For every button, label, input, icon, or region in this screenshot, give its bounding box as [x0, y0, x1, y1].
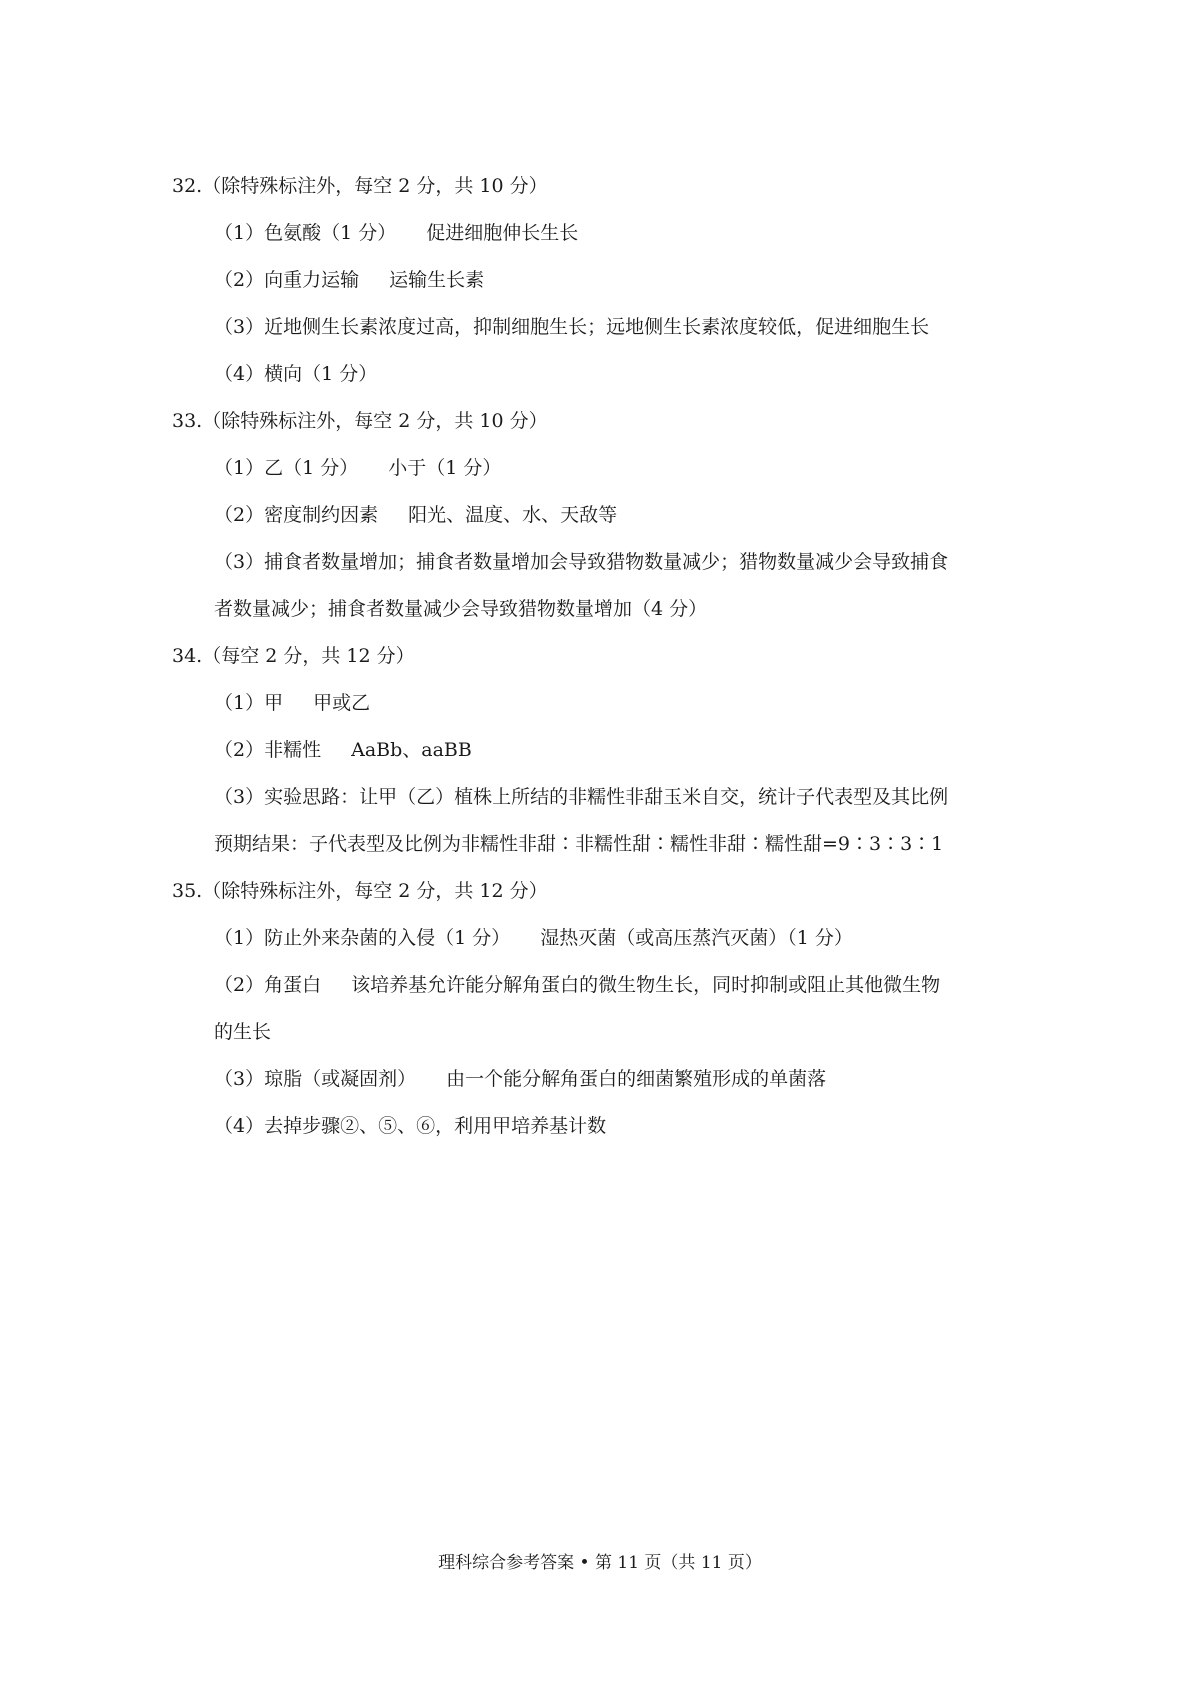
q35-header: 35.（除特殊标注外，每空 2 分，共 12 分）	[172, 880, 548, 902]
q32-answer-3: （3）近地侧生长素浓度过高，抑制细胞生长；远地侧生长素浓度较低，促进细胞生长	[214, 316, 930, 338]
q35-answer-1-part1: （1）防止外来杂菌的入侵（1 分）	[214, 927, 511, 949]
q32-answer-4: （4）横向（1 分）	[214, 363, 378, 385]
q35-answer-3-part2: 由一个能分解角蛋白的细菌繁殖形成的单菌落	[446, 1068, 827, 1090]
q35-answer-3	[214, 1067, 826, 1091]
q32-answer-2-part1: （2）向重力运输	[214, 269, 360, 291]
q35-answer-3-part1: （3）琼脂（或凝固剂）	[214, 1068, 417, 1090]
q35-answer-4: （4）去掉步骤②、⑤、⑥，利用甲培养基计数	[214, 1115, 607, 1137]
q34-header: 34.（每空 2 分，共 12 分）	[172, 645, 415, 667]
q35-answer-1-part2: 湿热灭菌（或高压蒸汽灭菌）（1 分）	[540, 927, 853, 949]
q32-answer-1-part2: 促进细胞伸长生长	[426, 222, 579, 244]
q34-answer-3-line1: （3）实验思路：让甲（乙）植株上所结的非糯性非甜玉米自交，统计子代表型及其比例	[214, 786, 949, 808]
q33-answer-2-part2: 阳光、温度、水、天敌等	[408, 504, 618, 526]
q34-answer-2-part1: （2）非糯性	[214, 739, 322, 761]
q33-answer-1-part2: 小于（1 分）	[388, 457, 502, 479]
q32-header: 32.（除特殊标注外，每空 2 分，共 10 分）	[172, 175, 548, 197]
page-footer: 理科综合参考答案 • 第 11 页（共 11 页）	[438, 1553, 762, 1573]
q32-answer-1-part1: （1）色氨酸（1 分）	[214, 222, 397, 244]
q34-answer-1-part2: 甲或乙	[313, 692, 371, 714]
q33-answer-1	[214, 456, 501, 480]
q35-answer-2-line2: 的生长	[214, 1021, 272, 1043]
q35-answer-1	[214, 926, 853, 950]
q33-answer-3-line2: 者数量减少；捕食者数量减少会导致猎物数量增加（4 分）	[214, 598, 708, 620]
q33-header: 33.（除特殊标注外，每空 2 分，共 10 分）	[172, 410, 548, 432]
q35-answer-2-part1: （2）角蛋白	[214, 974, 322, 996]
q35-answer-2	[214, 973, 940, 997]
q32-answer-2-part2: 运输生长素	[389, 269, 485, 291]
q35-answer-2-part2: 该培养基允许能分解角蛋白的微生物生长，同时抑制或阻止其他微生物	[351, 974, 941, 996]
q33-answer-2-part1: （2）密度制约因素	[214, 504, 379, 526]
q34-answer-2-part2: AaBb、aaBB	[351, 739, 472, 761]
q33-answer-1-part1: （1）乙（1 分）	[214, 457, 359, 479]
q32-answer-1	[214, 221, 578, 245]
q32-answer-2	[214, 268, 484, 292]
q34-answer-2	[214, 738, 472, 762]
q34-answer-1	[214, 691, 370, 715]
q33-answer-2	[214, 503, 617, 527]
q34-answer-3-line2: 预期结果：子代表型及比例为非糯性非甜∶非糯性甜∶糯性非甜∶糯性甜=9∶3∶3∶1	[214, 833, 944, 855]
q33-answer-3-line1: （3）捕食者数量增加；捕食者数量增加会导致猎物数量减少；猎物数量减少会导致捕食	[214, 551, 949, 573]
q34-answer-1-part1: （1）甲	[214, 692, 284, 714]
